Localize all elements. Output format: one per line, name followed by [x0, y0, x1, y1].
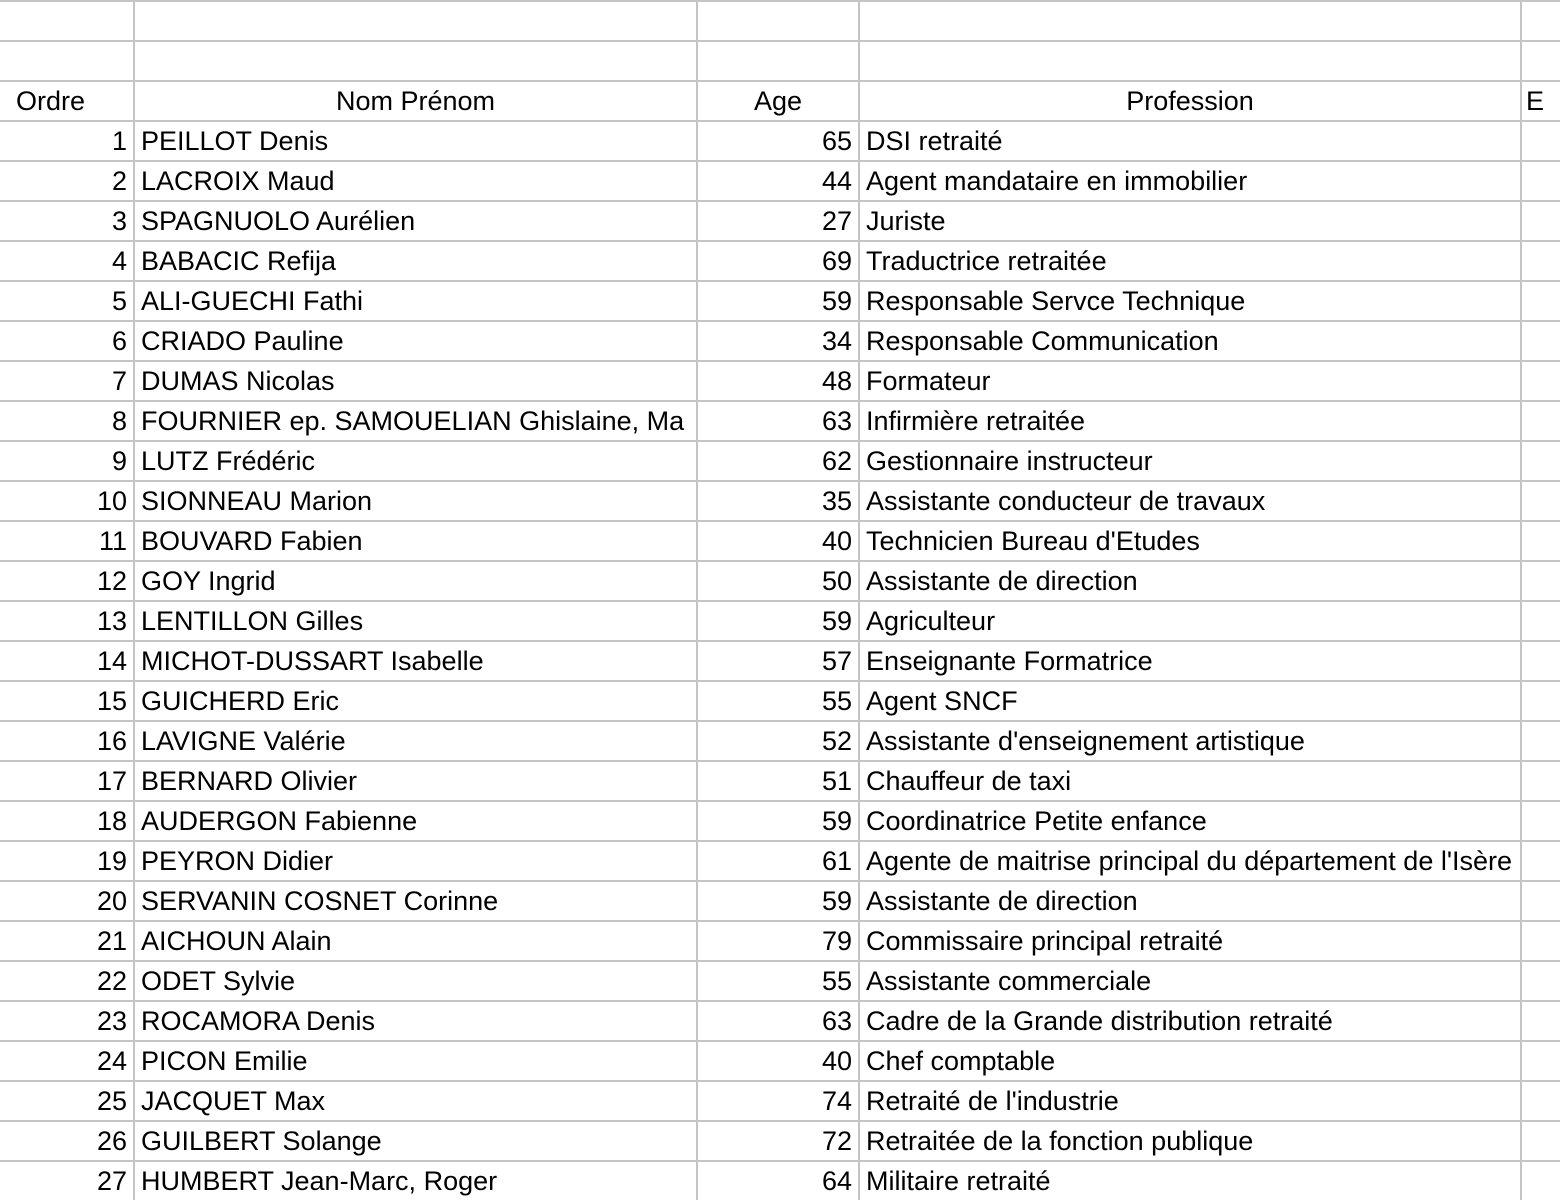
cell-ordre[interactable]: 26	[0, 1121, 134, 1161]
cell-profession[interactable]: Infirmière retraitée	[859, 401, 1521, 441]
cell-empty[interactable]	[1521, 481, 1560, 521]
cell-profession[interactable]: Cadre de la Grande distribution retraité	[859, 1001, 1521, 1041]
cell[interactable]	[859, 41, 1521, 81]
cell-empty[interactable]	[1521, 721, 1560, 761]
cell-nom-prenom[interactable]: AICHOUN Alain	[134, 921, 697, 961]
header-cell-age[interactable]: Age	[697, 81, 859, 121]
cell-nom-prenom[interactable]: SPAGNUOLO Aurélien	[134, 201, 697, 241]
cell-age[interactable]: 50	[697, 561, 859, 601]
cell-empty[interactable]	[1521, 681, 1560, 721]
header-cell-profession[interactable]: Profession	[859, 81, 1521, 121]
table-row	[0, 521, 1560, 561]
cell-age[interactable]: 63	[697, 1001, 859, 1041]
cell-age[interactable]: 62	[697, 441, 859, 481]
cell-nom-prenom[interactable]: BOUVARD Fabien	[134, 521, 697, 561]
table-row	[0, 361, 1560, 401]
cell-age[interactable]: 59	[697, 601, 859, 641]
cell-ordre[interactable]: 1	[0, 121, 134, 161]
cell-ordre[interactable]: 6	[0, 321, 134, 361]
cell-empty[interactable]	[1521, 161, 1560, 201]
cell-age[interactable]: 57	[697, 641, 859, 681]
cell-nom-prenom[interactable]: GUICHERD Eric	[134, 681, 697, 721]
cell-nom-prenom[interactable]: LAVIGNE Valérie	[134, 721, 697, 761]
table-row	[0, 1121, 1560, 1161]
table-row	[0, 1081, 1560, 1121]
cell-ordre[interactable]: 18	[0, 801, 134, 841]
header-cell-nom-prenom[interactable]: Nom Prénom	[134, 81, 697, 121]
cell-ordre[interactable]: 8	[0, 401, 134, 441]
cell-nom-prenom[interactable]: LACROIX Maud	[134, 161, 697, 201]
table-row	[0, 1001, 1560, 1041]
cell-profession[interactable]: Juriste	[859, 201, 1521, 241]
cell-empty[interactable]	[1521, 321, 1560, 361]
cell-nom-prenom[interactable]: FOURNIER ep. SAMOUELIAN Ghislaine, Ma	[134, 401, 697, 441]
cell-nom-prenom[interactable]: ALI-GUECHI Fathi	[134, 281, 697, 321]
cell-age[interactable]: 44	[697, 161, 859, 201]
cell-ordre[interactable]: 14	[0, 641, 134, 681]
cell-nom-prenom[interactable]: GOY Ingrid	[134, 561, 697, 601]
cell-ordre[interactable]: 27	[0, 1161, 134, 1200]
cell-profession[interactable]: Retraitée de la fonction publique	[859, 1121, 1521, 1161]
cell-ordre[interactable]: 15	[0, 681, 134, 721]
cell-nom-prenom[interactable]: PEYRON Didier	[134, 841, 697, 881]
cell[interactable]	[134, 1, 697, 41]
cell-ordre[interactable]: 21	[0, 921, 134, 961]
cell-empty[interactable]	[1521, 561, 1560, 601]
table-row	[0, 921, 1560, 961]
table-row	[0, 961, 1560, 1001]
cell-profession[interactable]: Traductrice retraitée	[859, 241, 1521, 281]
cell-ordre[interactable]: 2	[0, 161, 134, 201]
cell-age[interactable]: 27	[697, 201, 859, 241]
cell-nom-prenom[interactable]: GUILBERT Solange	[134, 1121, 697, 1161]
cell-nom-prenom[interactable]: ROCAMORA Denis	[134, 1001, 697, 1041]
cell-profession[interactable]: Assistante d'enseignement artistique	[859, 721, 1521, 761]
table-row	[0, 481, 1560, 521]
header-row	[0, 81, 1560, 121]
table-row	[0, 681, 1560, 721]
cell-empty[interactable]	[1521, 841, 1560, 881]
empty-row	[0, 41, 1560, 81]
cell-profession[interactable]: Gestionnaire instructeur	[859, 441, 1521, 481]
cell-nom-prenom[interactable]: PICON Emilie	[134, 1041, 697, 1081]
cell-profession[interactable]: Assistante commerciale	[859, 961, 1521, 1001]
cell-profession[interactable]: Formateur	[859, 361, 1521, 401]
cell[interactable]	[1521, 1, 1560, 41]
cell-profession[interactable]: Commissaire principal retraité	[859, 921, 1521, 961]
table-row	[0, 641, 1560, 681]
cell-nom-prenom[interactable]: BERNARD Olivier	[134, 761, 697, 801]
cell-age[interactable]: 55	[697, 681, 859, 721]
cell-empty[interactable]	[1521, 281, 1560, 321]
header-cell-ordre[interactable]: Ordre	[0, 81, 134, 121]
cell-age[interactable]: 64	[697, 1161, 859, 1200]
cell-empty[interactable]	[1521, 761, 1560, 801]
cell[interactable]	[0, 41, 134, 81]
table-row	[0, 201, 1560, 241]
cell-profession[interactable]: DSI retraité	[859, 121, 1521, 161]
cell-empty[interactable]	[1521, 441, 1560, 481]
cell-nom-prenom[interactable]: ODET Sylvie	[134, 961, 697, 1001]
cell-age[interactable]: 40	[697, 1041, 859, 1081]
table-row	[0, 321, 1560, 361]
cell-empty[interactable]	[1521, 1121, 1560, 1161]
cell-ordre[interactable]: 9	[0, 441, 134, 481]
cell-age[interactable]: 63	[697, 401, 859, 441]
cell-empty[interactable]	[1521, 121, 1560, 161]
cell-empty[interactable]	[1521, 521, 1560, 561]
cell-profession[interactable]: Chef comptable	[859, 1041, 1521, 1081]
cell-nom-prenom[interactable]: LUTZ Frédéric	[134, 441, 697, 481]
cell-ordre[interactable]: 5	[0, 281, 134, 321]
cell-age[interactable]: 59	[697, 281, 859, 321]
cell-empty[interactable]	[1521, 401, 1560, 441]
cell-empty[interactable]	[1521, 961, 1560, 1001]
cell-empty[interactable]	[1521, 241, 1560, 281]
cell-nom-prenom[interactable]: AUDERGON Fabienne	[134, 801, 697, 841]
cell-ordre[interactable]: 22	[0, 961, 134, 1001]
cell-profession[interactable]: Agent mandataire en immobilier	[859, 161, 1521, 201]
cell-ordre[interactable]: 24	[0, 1041, 134, 1081]
cell[interactable]	[697, 41, 859, 81]
table-row	[0, 841, 1560, 881]
cell-profession[interactable]: Assistante de direction	[859, 561, 1521, 601]
table-row	[0, 441, 1560, 481]
cell-ordre[interactable]: 16	[0, 721, 134, 761]
cell-age[interactable]: 72	[697, 1121, 859, 1161]
cell-empty[interactable]	[1521, 361, 1560, 401]
table-row	[0, 881, 1560, 921]
cell-empty[interactable]	[1521, 1041, 1560, 1081]
cell-empty[interactable]	[1521, 201, 1560, 241]
header-cell-next[interactable]: E	[1521, 81, 1560, 121]
cell-age[interactable]: 79	[697, 921, 859, 961]
cell-ordre[interactable]: 11	[0, 521, 134, 561]
cell-profession[interactable]: Agriculteur	[859, 601, 1521, 641]
cell-ordre[interactable]: 13	[0, 601, 134, 641]
cell-profession[interactable]: Responsable Servce Technique	[859, 281, 1521, 321]
cell-ordre[interactable]: 19	[0, 841, 134, 881]
table-row	[0, 561, 1560, 601]
cell-empty[interactable]	[1521, 921, 1560, 961]
cell-age[interactable]: 52	[697, 721, 859, 761]
table-row	[0, 121, 1560, 161]
cell-ordre[interactable]: 20	[0, 881, 134, 921]
cell-profession[interactable]: Retraité de l'industrie	[859, 1081, 1521, 1121]
cell[interactable]	[1521, 41, 1560, 81]
cell-nom-prenom[interactable]: LENTILLON Gilles	[134, 601, 697, 641]
cell[interactable]	[697, 1, 859, 41]
cell-empty[interactable]	[1521, 601, 1560, 641]
cell-age[interactable]: 69	[697, 241, 859, 281]
cell-age[interactable]: 74	[697, 1081, 859, 1121]
cell-age[interactable]: 40	[697, 521, 859, 561]
cell-nom-prenom[interactable]: MICHOT-DUSSART Isabelle	[134, 641, 697, 681]
cell-ordre[interactable]: 7	[0, 361, 134, 401]
cell-empty[interactable]	[1521, 1001, 1560, 1041]
cell-age[interactable]: 48	[697, 361, 859, 401]
cell-nom-prenom[interactable]: HUMBERT Jean-Marc, Roger	[134, 1161, 697, 1200]
table-row	[0, 161, 1560, 201]
cell-profession[interactable]: Enseignante Formatrice	[859, 641, 1521, 681]
cell-ordre[interactable]: 12	[0, 561, 134, 601]
cell-nom-prenom[interactable]: PEILLOT Denis	[134, 121, 697, 161]
cell-empty[interactable]	[1521, 1081, 1560, 1121]
table-row	[0, 721, 1560, 761]
table-row	[0, 1041, 1560, 1081]
cell-profession[interactable]: Chauffeur de taxi	[859, 761, 1521, 801]
cell-ordre[interactable]: 10	[0, 481, 134, 521]
cell-nom-prenom[interactable]: BABACIC Refija	[134, 241, 697, 281]
cell-age[interactable]: 35	[697, 481, 859, 521]
cell-age[interactable]: 61	[697, 841, 859, 881]
cell-nom-prenom[interactable]: CRIADO Pauline	[134, 321, 697, 361]
cell-empty[interactable]	[1521, 881, 1560, 921]
cell-empty[interactable]	[1521, 1161, 1560, 1200]
cell[interactable]	[0, 1, 134, 41]
cell-profession[interactable]: Agent SNCF	[859, 681, 1521, 721]
cell-profession[interactable]: Assistante de direction	[859, 881, 1521, 921]
cell-ordre[interactable]: 25	[0, 1081, 134, 1121]
cell-age[interactable]: 59	[697, 881, 859, 921]
cell-ordre[interactable]: 3	[0, 201, 134, 241]
table-row	[0, 281, 1560, 321]
cell-nom-prenom[interactable]: DUMAS Nicolas	[134, 361, 697, 401]
cell-nom-prenom[interactable]: SERVANIN COSNET Corinne	[134, 881, 697, 921]
cell-profession[interactable]: Technicien Bureau d'Etudes	[859, 521, 1521, 561]
table-row	[0, 1161, 1560, 1200]
cell[interactable]	[859, 1, 1521, 41]
table-row	[0, 601, 1560, 641]
table-row	[0, 761, 1560, 801]
cell-age[interactable]: 34	[697, 321, 859, 361]
table-row	[0, 801, 1560, 841]
cell-profession[interactable]: Coordinatrice Petite enfance	[859, 801, 1521, 841]
cell-empty[interactable]	[1521, 801, 1560, 841]
table-row	[0, 401, 1560, 441]
cell-age[interactable]: 51	[697, 761, 859, 801]
cell-nom-prenom[interactable]: SIONNEAU Marion	[134, 481, 697, 521]
cell-profession[interactable]: Militaire retraité	[859, 1161, 1521, 1200]
cell-profession[interactable]: Responsable Communication	[859, 321, 1521, 361]
cell-ordre[interactable]: 4	[0, 241, 134, 281]
cell-age[interactable]: 59	[697, 801, 859, 841]
cell-nom-prenom[interactable]: JACQUET Max	[134, 1081, 697, 1121]
cell-age[interactable]: 65	[697, 121, 859, 161]
cell-empty[interactable]	[1521, 641, 1560, 681]
cell-ordre[interactable]: 17	[0, 761, 134, 801]
empty-row	[0, 1, 1560, 41]
cell-profession[interactable]: Agente de maitrise principal du département de l'Isère	[859, 841, 1521, 881]
cell[interactable]	[134, 41, 697, 81]
cell-age[interactable]: 55	[697, 961, 859, 1001]
table-row	[0, 241, 1560, 281]
cell-profession[interactable]: Assistante conducteur de travaux	[859, 481, 1521, 521]
cell-ordre[interactable]: 23	[0, 1001, 134, 1041]
